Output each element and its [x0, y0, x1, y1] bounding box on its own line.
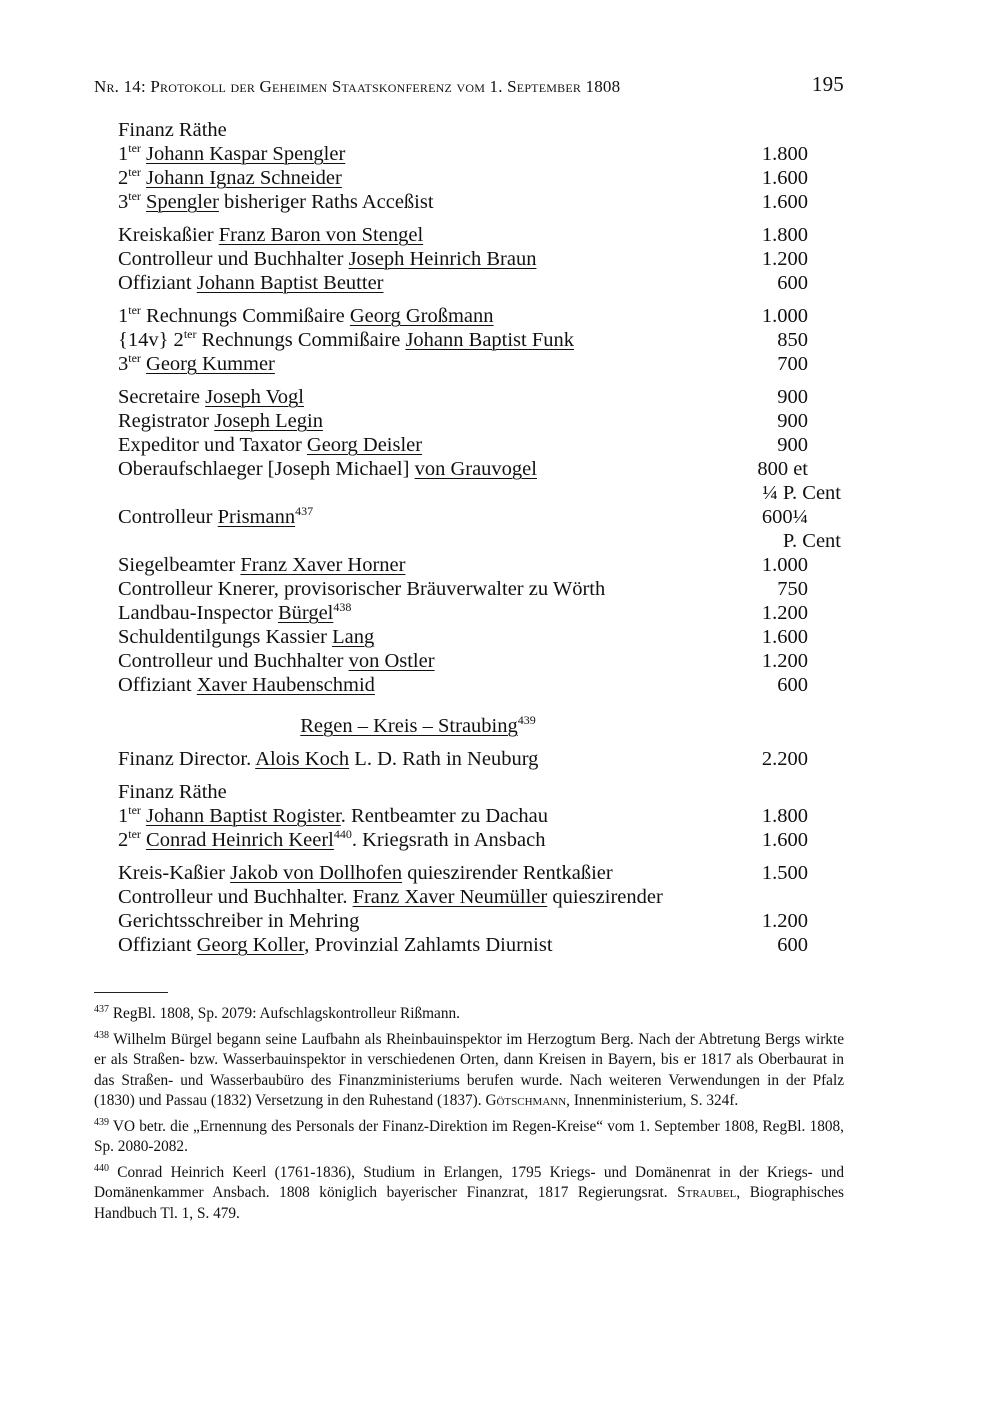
list-item: Landbau-Inspector Bürgel$^{438}$ 1.200: [118, 600, 808, 624]
salary: 1.200: [761, 650, 808, 672]
salary: 1.200: [761, 910, 808, 932]
person-name: Lang: [332, 626, 375, 648]
person-name: Georg Koller: [196, 934, 305, 956]
salary: 1.800: [761, 143, 808, 165]
personnel-list: [118, 118, 844, 957]
person-name: Franz Baron von Stengel: [218, 224, 424, 246]
list-item: $1^{ter}$ Johann Baptist Rogister. Rentbeamter zu Dachau 1.800: [118, 803, 808, 827]
person-name: Georg Deisler: [306, 434, 423, 456]
running-title: Nr. 14: Protokoll der Geheimen Staatskonferenz vom 1. September 1808: [94, 77, 621, 96]
footnote-ref[interactable]: 439: [517, 713, 536, 728]
salary: 850: [777, 329, 808, 351]
list-heading: Finanz Räthe: [118, 119, 227, 141]
list-item: Expeditor und Taxator Georg Deisler 900: [118, 434, 808, 456]
list-item: $3^{ter}$ Georg Kummer 700: [118, 351, 808, 375]
list-item: Controlleur und Buchhalter. Franz Xaver Neumüller quieszirender: [118, 886, 663, 908]
list-item: Schuldentilgungs Kassier Lang 1.600: [118, 626, 808, 648]
person-name: Jakob von Dollhofen: [230, 862, 403, 884]
list-item: Oberaufschlaeger [Joseph Michael] von Grauvogel 800 et: [118, 458, 808, 480]
footnote-438: $^{438}$ Wilhelm Bürgel begann seine Laufbahn als Rheinbauinspektor im Herzogtum Berg. Nach der Abtretung Bergs wirkte er als Straßen- bzw. Wasserbauinspektor in verschiedenen Orten, dann Kreisen in Bayern, bis er 1817 als Oberbaurat in das Straßen- und Wasserbaubüro des Finanzministeriums berufen wurde. Nach weiteren Verwendungen in der Pfalz (1830) und Passau (1832) Versetzung in den Ruhestand (1837). Götschmann, Innenministerium, S. 324f.: [94, 1029, 844, 1109]
list-item: Secretaire Joseph Vogl 900: [118, 386, 808, 408]
salary: 1.600: [761, 626, 808, 648]
salary: 600¼: [761, 506, 808, 528]
list-item: Controlleur und Buchhalter von Ostler 1.200: [118, 650, 808, 672]
salary: 2.200: [761, 748, 808, 770]
salary: 1.800: [761, 224, 808, 246]
person-name: Bürgel: [277, 602, 334, 624]
salary: 1.600: [761, 191, 808, 213]
salary: 1.600: [761, 829, 808, 851]
list-item-continuation: Gerichtsschreiber in Mehring 1.200: [118, 910, 808, 932]
list-item: Controlleur und Buchhalter Joseph Heinrich Braun 1.200: [118, 248, 808, 270]
list-item: $1^{ter}$ Rechnungs Commißaire Georg Großmann 1.000: [118, 303, 808, 327]
salary: 800 et: [757, 458, 808, 480]
person-name: Franz Xaver Horner: [240, 554, 406, 576]
person-name: Spengler: [146, 191, 219, 213]
person-name: Alois Koch: [255, 748, 350, 770]
salary: 900: [777, 410, 808, 432]
footnote-ref[interactable]: 440: [333, 827, 352, 842]
person-name: Conrad Heinrich Keerl: [146, 829, 334, 851]
person-name: Joseph Vogl: [205, 386, 304, 408]
footnotes: [94, 1004, 844, 1229]
person-name: Georg Kummer: [146, 353, 275, 375]
person-name: Franz Xaver Neumüller: [352, 886, 548, 908]
list-item: $1^{ter}$ Johann Kaspar Spengler 1.800: [118, 141, 808, 165]
person-name: Johann Baptist Funk: [405, 329, 575, 351]
footnote-ref[interactable]: 437: [295, 504, 314, 519]
salary: 1.800: [761, 805, 808, 827]
list-item: $3^{ter}$ Spengler bisheriger Raths Acceßist 1.600: [118, 189, 808, 213]
list-item: Controlleur Prismann$^{437}$ 600¼: [118, 504, 808, 528]
person-name: Johann Baptist Beutter: [196, 272, 384, 294]
list-item: {14v} $2^{ter}$ Rechnungs Commißaire Johann Baptist Funk 850: [118, 327, 808, 351]
salary: 600: [777, 272, 808, 294]
list-item: $2^{ter}$ Johann Ignaz Schneider 1.600: [118, 165, 808, 189]
salary: 1.000: [761, 305, 808, 327]
running-header: [94, 72, 844, 102]
person-name: Joseph Heinrich Braun: [348, 248, 537, 270]
person-name: Xaver Haubenschmid: [196, 674, 375, 696]
salary: 900: [777, 434, 808, 456]
salary: 600: [777, 934, 808, 956]
footnote-divider: [94, 992, 168, 993]
list-heading: Finanz Räthe: [118, 781, 227, 803]
person-name: Prismann: [217, 506, 296, 528]
salary-note: ¼ P. Cent: [762, 482, 841, 504]
salary: 1.000: [761, 554, 808, 576]
list-item: Kreiskaßier Franz Baron von Stengel 1.800: [118, 224, 808, 246]
list-item: Controlleur Knerer, provisorischer Bräuverwalter zu Wörth 750: [118, 578, 808, 600]
list-item: Siegelbeamter Franz Xaver Horner 1.000: [118, 554, 808, 576]
salary: 1.200: [761, 602, 808, 624]
salary: 1.200: [761, 248, 808, 270]
page-number: 195: [811, 72, 844, 96]
person-name: von Grauvogel: [414, 458, 537, 480]
salary: 900: [777, 386, 808, 408]
salary: 600: [777, 674, 808, 696]
salary: 700: [777, 353, 808, 375]
person-name: von Ostler: [348, 650, 435, 672]
salary: 750: [777, 578, 808, 600]
list-item: Registrator Joseph Legin 900: [118, 410, 808, 432]
list-item: Offiziant Johann Baptist Beutter 600: [118, 272, 808, 294]
person-name: Johann Kaspar Spengler: [146, 143, 346, 165]
salary-note: P. Cent: [782, 530, 841, 552]
footnote-439: $^{439}$ VO betr. die „Ernennung des Personals der Finanz-Direktion im Regen-Kreise“ vom 1. September 1808, RegBl. 1808, Sp. 2080-2082.: [94, 1116, 844, 1155]
footnote-440: $^{440}$ Conrad Heinrich Keerl (1761-1836), Studium in Erlangen, 1795 Kriegs- und Domänenrat in der Kriegs- und Domänenkammer Ansbach. 1808 königlich bayerischer Finanzrat, 1817 Regierungsrat. Straubel, Biographisches Handbuch Tl. 1, S. 479.: [94, 1162, 845, 1222]
list-item-continuation: [118, 481, 844, 505]
list-item: Kreis-Kaßier Jakob von Dollhofen quieszirender Rentkaßier 1.500: [118, 862, 808, 884]
footnote-ref[interactable]: 438: [333, 600, 352, 615]
footnote-437: $^{437}$ RegBl. 1808, Sp. 2079: Aufschlagskontrolleur Rißmann.: [94, 1003, 460, 1022]
person-name: Johann Baptist Rogister: [146, 805, 341, 827]
list-item: Offiziant Xaver Haubenschmid 600: [118, 674, 808, 696]
person-name: Joseph Legin: [214, 410, 323, 432]
list-item-continuation: [118, 529, 844, 553]
salary: 1.500: [761, 862, 808, 884]
list-item: $2^{ter}$ Conrad Heinrich Keerl$^{440}$. Kriegsrath in Ansbach 1.600: [118, 827, 808, 851]
person-name: Georg Großmann: [349, 305, 494, 327]
salary: 1.600: [761, 167, 808, 189]
person-name: Johann Ignaz Schneider: [146, 167, 342, 189]
list-item: Offiziant Georg Koller, Provinzial Zahlamts Diurnist 600: [118, 934, 808, 956]
section-heading: Regen – Kreis – Straubing$^{439}$: [300, 713, 536, 737]
list-item: Finanz Director. Alois Koch L. D. Rath in Neuburg 2.200: [118, 748, 808, 770]
